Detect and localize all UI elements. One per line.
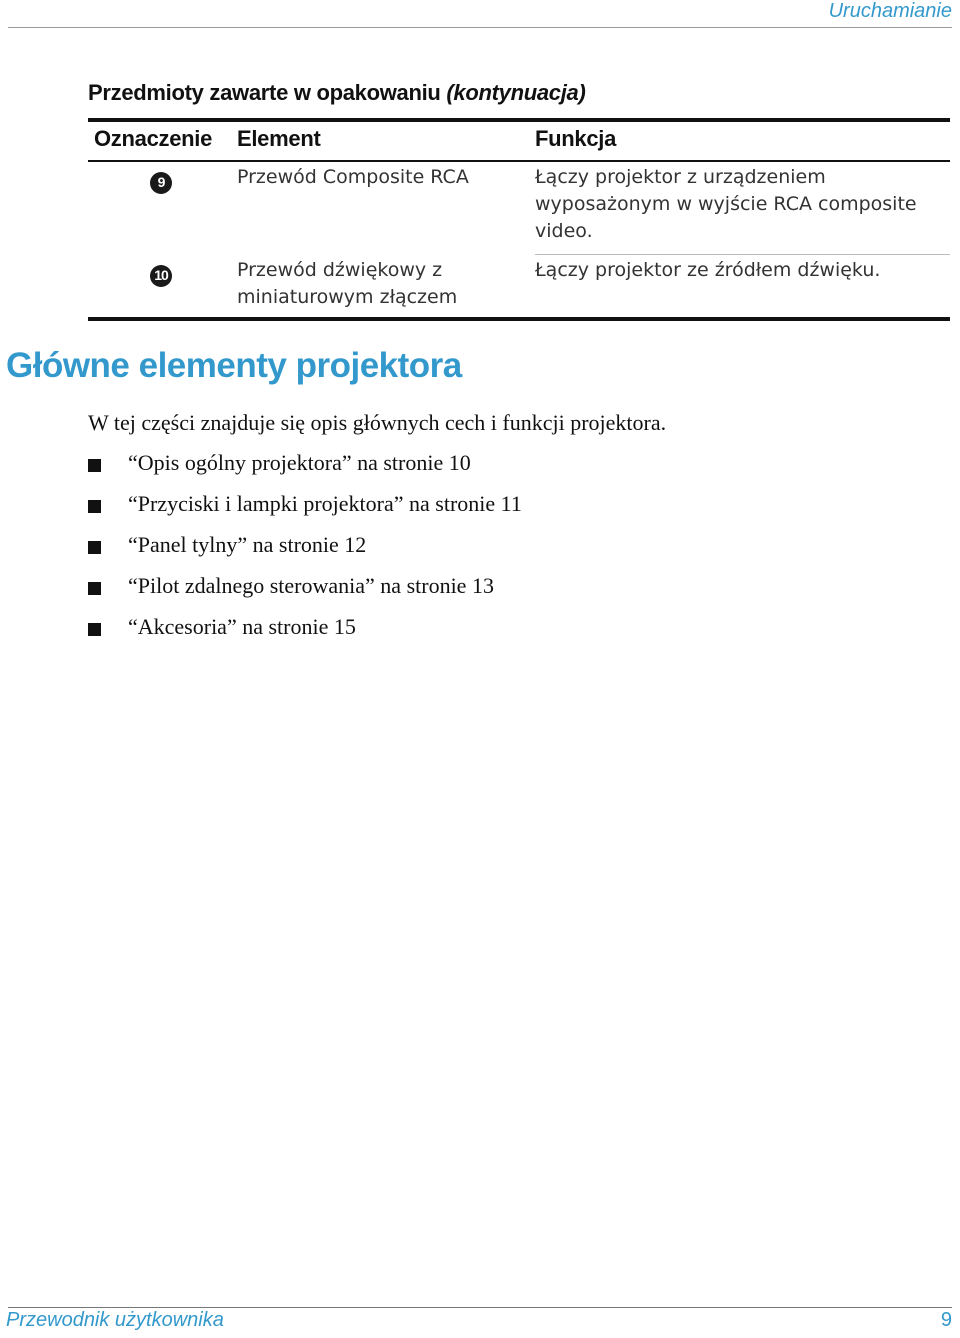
- table-title-suffix: (kontynuacja): [446, 80, 586, 105]
- bullet-square-icon: [88, 623, 101, 636]
- list-item-link[interactable]: “Opis ogólny projektora” na stronie 10: [128, 450, 471, 475]
- bullet-square-icon: [88, 541, 101, 554]
- running-header: Uruchamianie: [828, 0, 952, 22]
- footer-rule: [8, 1307, 952, 1308]
- list-item-link[interactable]: “Pilot zdalnego sterowania” na stronie 13: [128, 573, 494, 598]
- table-title-main: Przedmioty zawarte w opakowaniu: [88, 80, 441, 105]
- row-mark: [150, 168, 172, 195]
- row-element: Przewód dźwiękowy z miniaturowym złączem: [237, 259, 458, 308]
- column-header-mark: Oznaczenie: [94, 126, 213, 151]
- list-item-link[interactable]: “Akcesoria” na stronie 15: [128, 614, 356, 639]
- table-bottom-rule: [88, 317, 950, 321]
- list-item-link[interactable]: “Przyciski i lampki projektora” na stronie 11: [128, 491, 522, 516]
- list-item-link[interactable]: “Panel tylny” na stronie 12: [128, 532, 367, 557]
- bullet-square-icon: [88, 459, 101, 472]
- column-header-element: Element: [237, 126, 321, 151]
- section-heading: Główne elementy projektora: [6, 346, 462, 385]
- section-intro: W tej części znajduje się opis głównych cech i funkcji projektora.: [88, 410, 667, 435]
- row-function: Łączy projektor ze źródłem dźwięku.: [535, 259, 881, 281]
- table-header: [88, 122, 950, 160]
- footer-page-number: 9: [940, 1309, 952, 1331]
- footer-guide-name: Przewodnik użytkownika: [6, 1309, 224, 1331]
- table-title: [88, 80, 586, 106]
- row-mark: [150, 261, 172, 288]
- callout-9-badge: 9: [150, 172, 172, 194]
- column-header-function: Funkcja: [535, 126, 617, 151]
- row-function: Łączy projektor z urządzeniem wyposażonym w wyjście RCA composite video.: [535, 166, 917, 242]
- table-row: [88, 255, 950, 317]
- table-row: [88, 162, 950, 254]
- bullet-square-icon: [88, 500, 101, 513]
- header-rule: [8, 27, 952, 28]
- bullet-square-icon: [88, 582, 101, 595]
- package-contents-table: [88, 118, 950, 321]
- callout-10-badge: 10: [150, 265, 172, 287]
- row-element: Przewód Composite RCA: [237, 166, 469, 188]
